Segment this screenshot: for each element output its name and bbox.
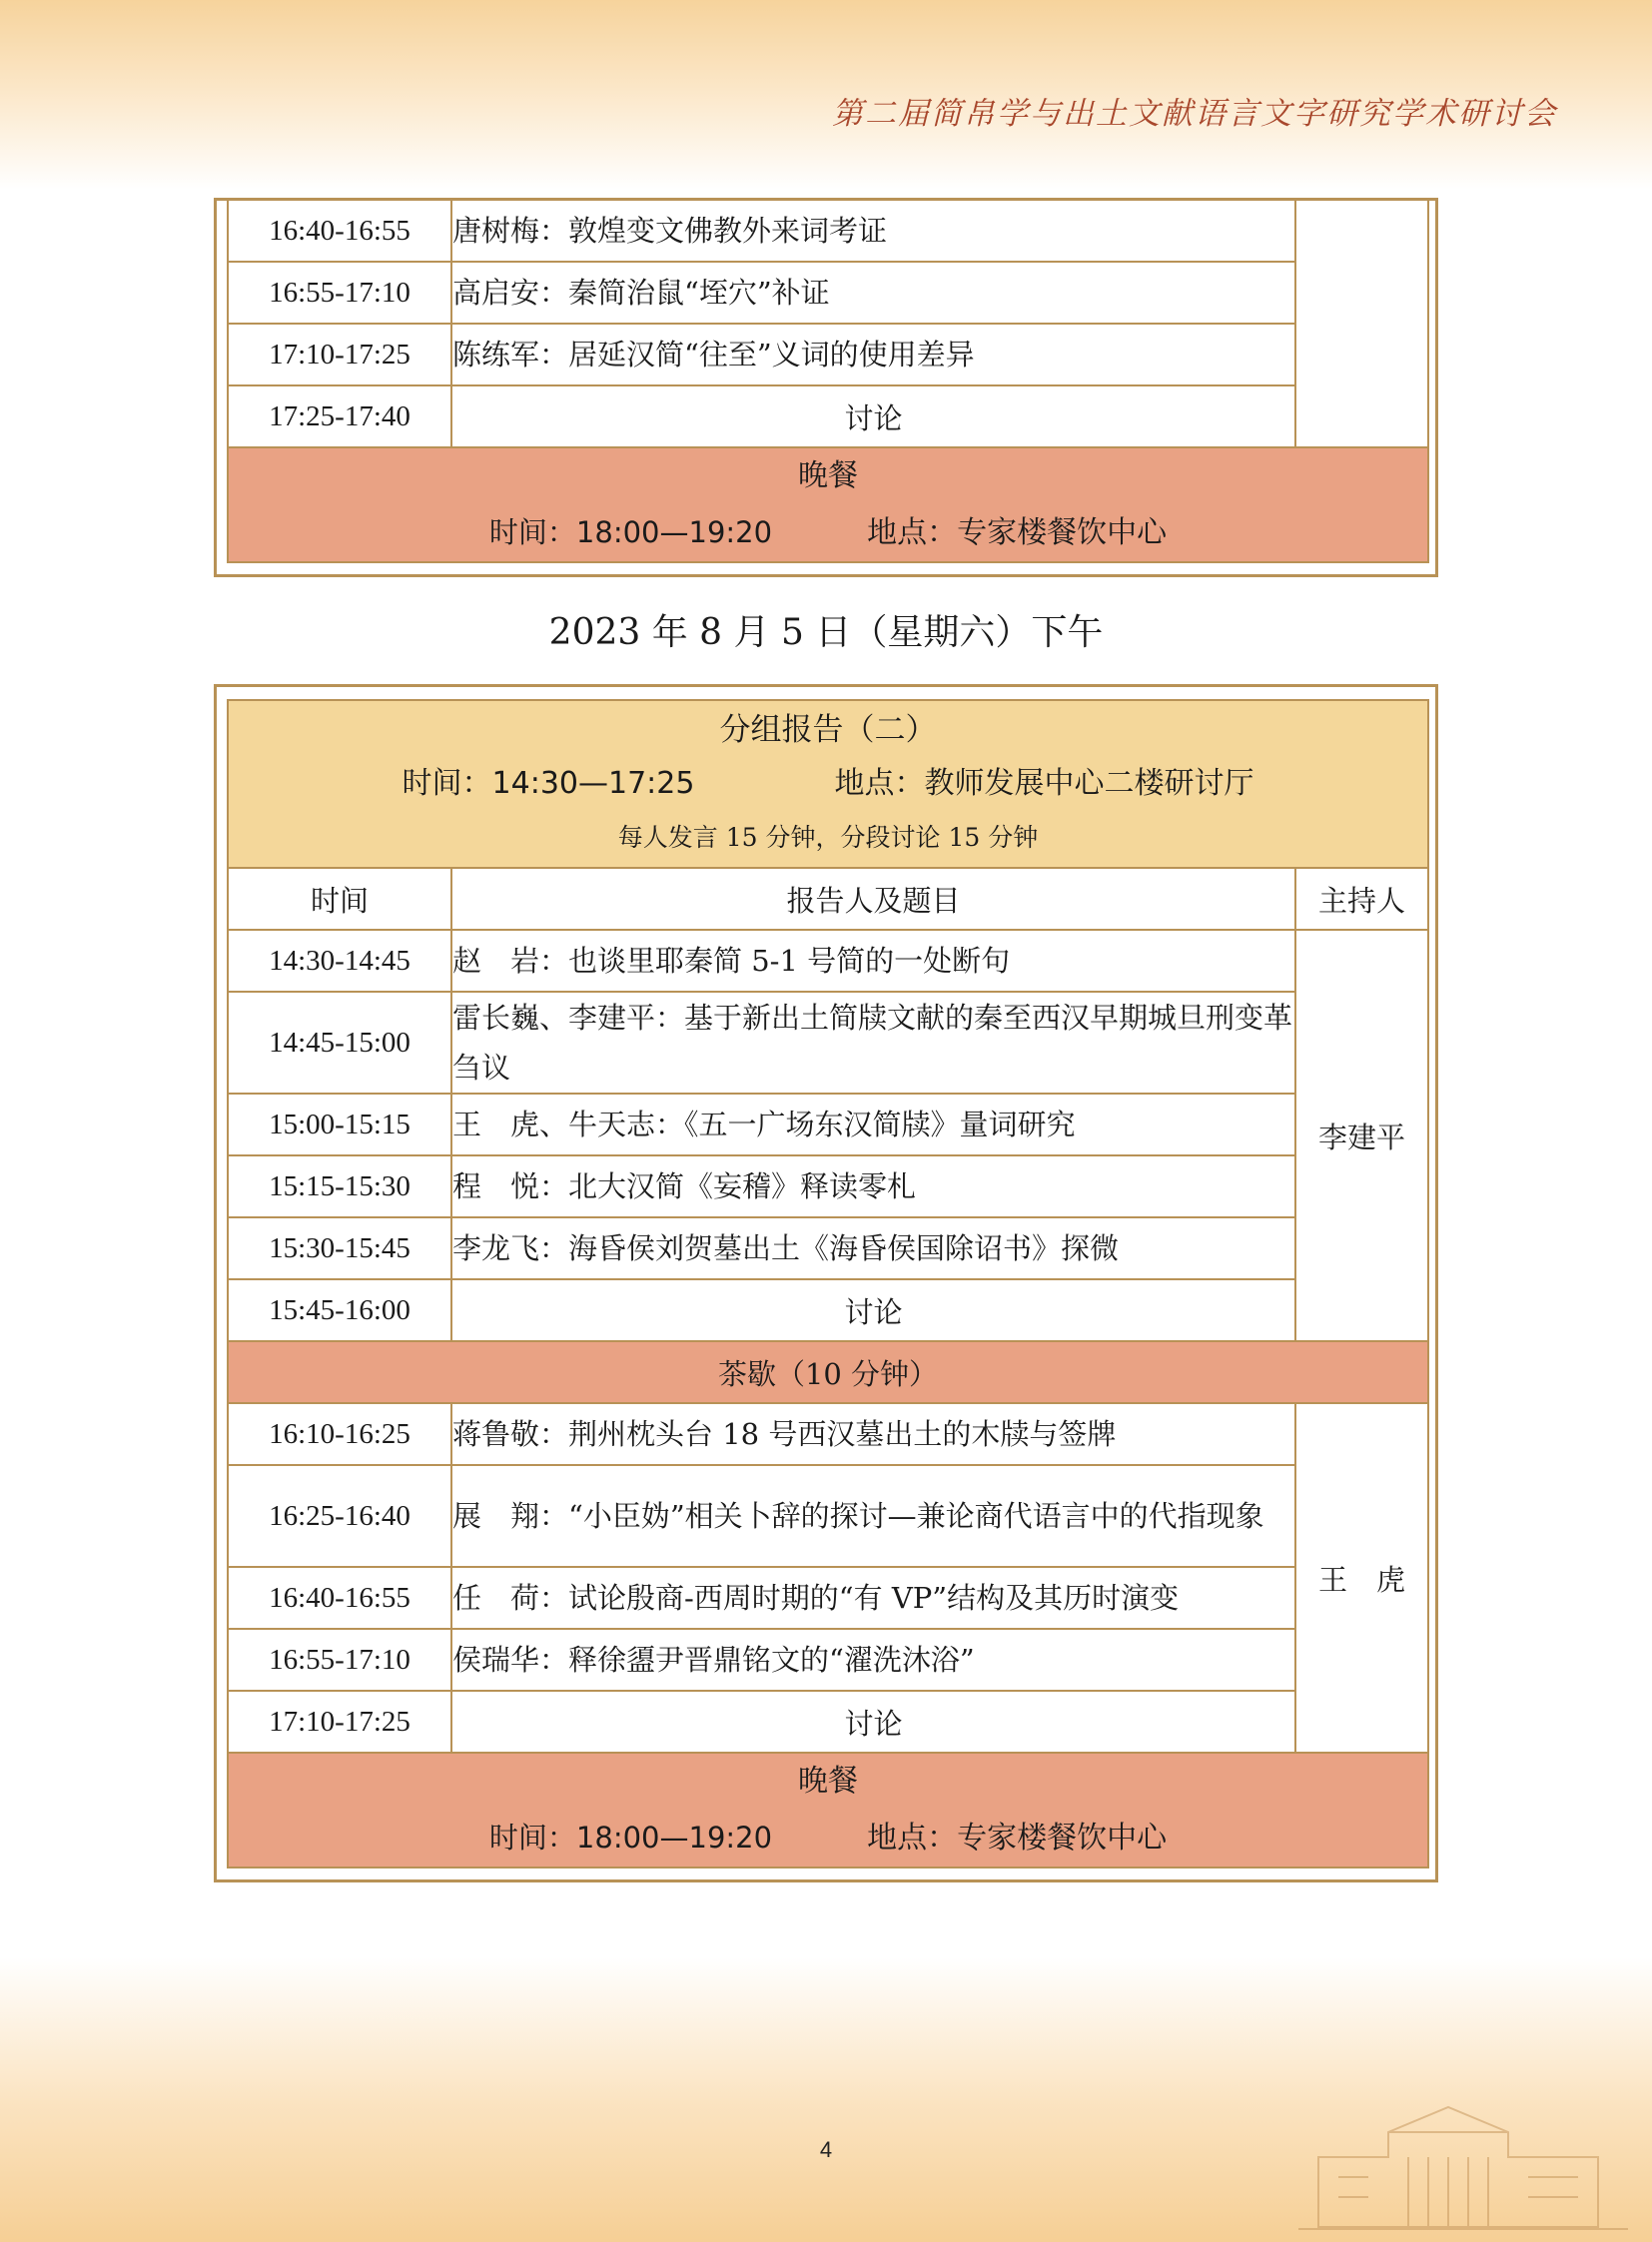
dinner-info bbox=[229, 504, 1427, 561]
column-header-talk: 报告人及题目 bbox=[451, 868, 1295, 930]
table-row bbox=[228, 1279, 1428, 1341]
session-time: 时间：14:30—17:25 bbox=[402, 766, 695, 801]
time-cell: 16:10-16:25 bbox=[228, 1403, 451, 1465]
time-cell: 16:40-16:55 bbox=[228, 200, 451, 262]
building-illustration bbox=[1298, 2037, 1628, 2232]
talk-cell: 王 虎、牛天志：《五一广场东汉简牍》量词研究 bbox=[451, 1094, 1295, 1155]
talk-cell: 唐树梅：敦煌变文佛教外来词考证 bbox=[451, 200, 1295, 262]
table-row bbox=[228, 324, 1428, 385]
time-cell: 17:10-17:25 bbox=[228, 1691, 451, 1753]
time-cell: 14:30-14:45 bbox=[228, 930, 451, 992]
dinner-info bbox=[229, 1810, 1427, 1867]
talk-cell: 赵 岩：也谈里耶秦简 5-1 号简的一处断句 bbox=[451, 930, 1295, 992]
dinner-cell bbox=[228, 1753, 1428, 1868]
dinner-title: 晚餐 bbox=[798, 458, 858, 493]
table-row bbox=[228, 930, 1428, 992]
time-cell: 17:25-17:40 bbox=[228, 385, 451, 447]
time-cell: 15:45-16:00 bbox=[228, 1279, 451, 1341]
talk-cell: 展 翔：“小臣妫”相关卜辞的探讨—兼论商代语言中的代指现象 bbox=[451, 1465, 1295, 1567]
session-info bbox=[229, 759, 1427, 809]
session-note: 每人发言 15 分钟，分段讨论 15 分钟 bbox=[617, 823, 1039, 852]
table-row bbox=[228, 1155, 1428, 1217]
discussion-cell: 讨论 bbox=[451, 1279, 1295, 1341]
day-heading: 2023 年 8 月 5 日（星期六）下午 bbox=[548, 612, 1104, 653]
tea-break: 茶歇（10 分钟） bbox=[228, 1341, 1428, 1403]
break-row bbox=[228, 1341, 1428, 1403]
schedule-table-2 bbox=[227, 699, 1429, 1868]
dinner-title: 晚餐 bbox=[798, 1764, 858, 1799]
schedule-table-1 bbox=[227, 199, 1429, 563]
dinner-row bbox=[228, 447, 1428, 562]
column-header-row bbox=[228, 868, 1428, 930]
talk-cell: 陈练军：居延汉简“往至”义词的使用差异 bbox=[451, 324, 1295, 385]
talk-cell: 雷长巍、李建平：基于新出土简牍文献的秦至西汉早期城旦刑变革刍议 bbox=[451, 992, 1295, 1094]
table-row bbox=[228, 1567, 1428, 1629]
session-place: 地点：教师发展中心二楼研讨厅 bbox=[834, 766, 1254, 801]
dinner-place: 地点：专家楼餐饮中心 bbox=[867, 515, 1168, 550]
dinner-time: 时间：18:00—19:20 bbox=[488, 1821, 773, 1855]
host-cell bbox=[1295, 200, 1428, 447]
time-cell: 16:25-16:40 bbox=[228, 1465, 451, 1567]
talk-cell: 高启安：秦简治鼠“垤穴”补证 bbox=[451, 262, 1295, 324]
talk-cell: 侯瑞华：释徐盨尹晋鼎铭文的“濯洗沐浴” bbox=[451, 1629, 1295, 1691]
time-cell: 15:30-15:45 bbox=[228, 1217, 451, 1279]
time-cell: 16:55-17:10 bbox=[228, 262, 451, 324]
column-header-time: 时间 bbox=[228, 868, 451, 930]
discussion-cell: 讨论 bbox=[451, 1691, 1295, 1753]
talk-cell: 蒋鲁敬：荆州枕头台 18 号西汉墓出土的木牍与签牌 bbox=[451, 1403, 1295, 1465]
session-header-row bbox=[228, 700, 1428, 868]
time-cell: 15:00-15:15 bbox=[228, 1094, 451, 1155]
page-number: 4 bbox=[819, 2137, 833, 2162]
table-row bbox=[228, 1094, 1428, 1155]
table-row bbox=[228, 1403, 1428, 1465]
table-row bbox=[228, 262, 1428, 324]
column-header-host: 主持人 bbox=[1295, 868, 1428, 930]
table-row bbox=[228, 1629, 1428, 1691]
dinner-row bbox=[228, 1753, 1428, 1868]
table-row bbox=[228, 385, 1428, 447]
talk-cell: 李龙飞：海昏侯刘贺墓出土《海昏侯国除诏书》探微 bbox=[451, 1217, 1295, 1279]
schedule-block-2 bbox=[214, 684, 1438, 1882]
time-cell: 17:10-17:25 bbox=[228, 324, 451, 385]
talk-cell: 程 悦：北大汉简《妄稽》释读零札 bbox=[451, 1155, 1295, 1217]
time-cell: 16:55-17:10 bbox=[228, 1629, 451, 1691]
discussion-cell: 讨论 bbox=[451, 385, 1295, 447]
dinner-place: 地点：专家楼餐饮中心 bbox=[867, 1821, 1168, 1856]
dinner-time: 时间：18:00—19:20 bbox=[488, 515, 773, 549]
time-cell: 15:15-15:30 bbox=[228, 1155, 451, 1217]
time-cell: 16:40-16:55 bbox=[228, 1567, 451, 1629]
conference-title: 第二届简帛学与出土文献语言文字研究学术研讨会 bbox=[832, 96, 1557, 132]
table-row bbox=[228, 1217, 1428, 1279]
host-cell: 王 虎 bbox=[1295, 1403, 1428, 1753]
session-title: 分组报告（二） bbox=[719, 712, 937, 748]
talk-cell: 任 荷：试论殷商-西周时期的“有 VP”结构及其历时演变 bbox=[451, 1567, 1295, 1629]
table-row bbox=[228, 1691, 1428, 1753]
time-cell: 14:45-15:00 bbox=[228, 992, 451, 1094]
table-row bbox=[228, 200, 1428, 262]
table-row bbox=[228, 992, 1428, 1094]
host-cell: 李建平 bbox=[1295, 930, 1428, 1341]
dinner-cell bbox=[228, 447, 1428, 562]
session-header bbox=[228, 700, 1428, 868]
table-row bbox=[228, 1465, 1428, 1567]
schedule-block-1 bbox=[214, 198, 1438, 577]
